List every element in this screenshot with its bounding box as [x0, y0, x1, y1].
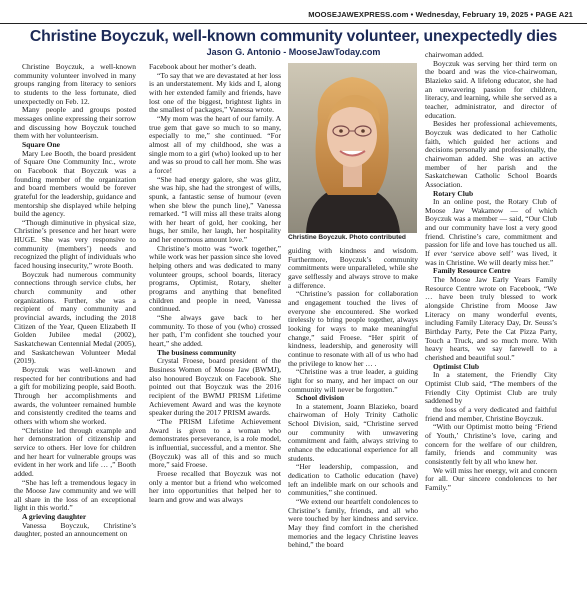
paragraph: “With our Optimist motto being ‘Friend of Youth,’ Christine’s love, caring and concern for the welfare of our children, family, friends and community was consistently felt by all who knew her. — [425, 422, 557, 466]
paragraph: “The PRISM Lifetime Achievement Award is given to a woman who demonstrates perseverance, is a role model, is influential, successful, and a mentor. She (Boyczuk) was all of this and so much more,” said Froese. — [149, 416, 281, 470]
subheading: School division — [296, 393, 345, 403]
subheading: Rotary Club — [433, 188, 474, 198]
article-column-1 — [14, 63, 136, 539]
photo-caption: Christine Boyczuk. Photo contributed — [288, 234, 406, 241]
paragraph: Boyczuk had numerous community connections through service clubs, her church community and other organizations. Further, she was a recipient of many community and provincial awards, including the 2018 Citizen of the Year, Queen Elizabeth II Golden Jubilee medal (2002), Saskatchewan Centennial Medal (2005), and Saskatchewan Volunteer Medal (2019). — [14, 269, 136, 366]
paragraph: Boyczuk was well-known and respected for her contributions and had a gift for mobilizing people, said Booth. Through her accomplishments and awards, the volunteer remained humble and consistently credited the teams and others with whom she worked. — [14, 364, 136, 426]
paragraph: Mary Lee Booth, the board president of Square One Community Inc., wrote on Facebook that Boyczuk was a founding member of the organization and board members would be forever grateful for the leadership, guidance and mentorship she displayed while helping build the agency. — [14, 148, 136, 219]
paragraph: “My mom was the heart of our family. A true gem that gave so much to so many, especially to me,” she continued. “For almost all of my childhood, she was a single mom to a girl (who) looked up to her and was so proud to call her mom. She was a force! — [149, 113, 281, 175]
paragraph: Crystal Froese, board president of the Business Women of Moose Jaw (BWMJ), also honoured Boyczuk on Facebook. She pointed out that Boyczuk was the 2016 recipient of the BWMJ PRISM Lifetime Achievement Award and was the keynote speaker during the 2017 PRISM awards. — [149, 356, 281, 418]
paragraph: “She always gave back to her community. To those of you (who) crossed her path, I’m confident she touched your heart,” she added. — [149, 313, 281, 348]
paragraph: “She had energy galore, she was glitz, she was hip, she had the strongest of wills, spunk, a fantastic sense of humour (even when she blew the punch line),” Vanessa remarked. “I will miss all these traits along with her heart of gold, her cooking, her hugs, her smile, her laugh, her hospitality and her enormous amount love.” — [149, 174, 281, 245]
paragraph: In a statement, the Friendly City Optimist Club said, “The members of the Friendly City Optimist Club are truly saddened by — [425, 370, 557, 406]
paragraph: Boyczuk was serving her third term on the board and was the vice-chairwoman, Blazieko said. A lifelong educator, she had an unwavering passion for children, literacy, and learning, while she served as a teacher, administrator, and director of education. — [425, 58, 557, 120]
subheading: Optimist Club — [433, 361, 480, 371]
paragraph: Vanessa Boyczuk, Christine’s daughter, posted an announcement on — [14, 520, 136, 539]
paragraph: “To say that we are devastated at her loss is an understatement. My kids and I, along with her extended family and friends, have lost one of the biggest, brightest lights in the smallest of packages,” Vanessa wrote. — [149, 70, 281, 115]
paragraph: Christine Boyczuk, a well-known community volunteer involved in many groups ranging from literacy to seniors to students to the less fortunate, died unexpectedly on Feb. 12. — [14, 62, 136, 106]
paragraph: “Christine’s passion for collaboration and engagement touched the lives of everyone she encountered. She worked tirelessly to bring people together, always looking for ways to make meaningful change,” said Froese. “Her spirit of kindness, leadership, and generosity will continue to resonate with all of us who had the privilege to know her … . — [288, 289, 418, 368]
portrait-illustration — [288, 63, 417, 233]
subheading: A grieving daughter — [22, 512, 87, 522]
paragraph: Christine’s motto was “work together,” while work was her passion since she loved helping others and was dedicated to many volunteer groups, school boards, literacy programs, Optimist, Rotary, shelter programs and anything that benefited children and people in need, Vanessa continued. — [149, 243, 281, 314]
portrait-photo — [288, 63, 417, 233]
paragraph: Besides her professional achievements, Boyczuk was dedicated to her Catholic faith, which guided her actions and decisions personally and professionally, the chairwoman added. She was an active member of her parish and the Saskatchewan Catholic School Boards Association. — [425, 119, 557, 189]
paragraph: Many people and groups posted messages online expressing their sorrow and discussing how Boyczuk touched them with her volunteerism. — [14, 105, 136, 141]
paragraph: Froese recalled that Boyczuk was not only a mentor but a friend who welcomed her into opportunities that helped her to learn and grow and was always — [149, 468, 281, 504]
subheading: The business community — [157, 347, 237, 357]
subheading: Square One — [22, 139, 60, 149]
paragraph: “Christine was a true leader, a guiding light for so many, and her impact on our community will never be forgotten.” — [288, 367, 418, 394]
byline: Jason G. Antonio - MooseJawToday.com — [206, 47, 381, 57]
masthead-info: MOOSEJAWEXPRESS.com • Wednesday, February 19, 2025 • PAGE A21 — [308, 10, 573, 19]
page-header — [0, 10, 587, 24]
paragraph: guiding with kindness and wisdom. Furthermore, Boyczuk’s community commitments were unparalleled, while she gave selflessly and always strove to make a difference. — [288, 246, 418, 290]
paragraph: “She has left a tremendous legacy in the Moose Jaw community and we will all share in the loss of an exceptional light in this world.” — [14, 477, 136, 513]
paragraph: In a statement, Joann Blazieko, board chairwoman of Holy Trinity Catholic School Division, said, “Christine served our community with unwavering commitment and faith, always striving to enhance the educational experience for all students. — [288, 401, 418, 463]
paragraph: Facebook about her mother’s death. — [149, 62, 257, 71]
paragraph: chairwoman added. — [425, 50, 484, 59]
paragraph: We will miss her energy, wit and concern for all. Our sincere condolences to her Family.” — [425, 465, 557, 492]
headline: Christine Boyczuk, well-known community volunteer, unexpectedly dies — [29, 28, 558, 45]
article-column-2 — [149, 63, 281, 504]
paragraph: In an online post, the Rotary Club of Moose Jaw Wakamow — of which Boyczuk was a member — said, “Our Club and our community have lost a very good friend. Christine’s care, commitment and passion for life and love has touched us all. If ever ‘service above self’ was lived, it was in Christine. We will dearly miss her.” — [425, 197, 557, 267]
paragraph: “Though diminutive in physical size, Christine’s presence and her heart were HUGE. She was very responsive to community (members’) needs and recognized the plight of individuals who faced housing insecurity,” wrote Booth. — [14, 217, 136, 271]
paragraph: The Moose Jaw Early Years Family Resource Centre wrote on Facebook, “We … have been truly blessed to work alongside Christine from Moose Jaw Literacy on many wonderful events, including Family Literacy Day, Dr. Seuss’s Birthday Party, Pete the Cat Pizza Party, Touch a Truck, and so much more. With heavy hearts, we say farewell to a cherished and beautiful soul.” — [425, 275, 557, 362]
subheading: Family Resource Centre — [433, 266, 511, 276]
paragraph: the loss of a very dedicated and faithful friend and member, Christine Boyczuk. — [425, 404, 557, 423]
paragraph: “Her leadership, compassion, and dedication to Catholic education (have) left an indelible mark on our schools and communities,” she continued. — [288, 462, 418, 498]
article-column-4 — [425, 51, 557, 492]
paragraph: “We extend our heartfelt condolences to Christine’s family, friends, and all who were touched by her kindness and service. May they find comfort in the cherished memories and the legacy Christine leaves behind,” the board — [288, 497, 418, 550]
paragraph: “Christine led through example and her demonstration of citizenship and service to others. Her love for children and her heart for vulnerable groups was evident in her work and life … ,” Booth added. — [14, 425, 136, 478]
article-column-3 — [288, 247, 418, 550]
